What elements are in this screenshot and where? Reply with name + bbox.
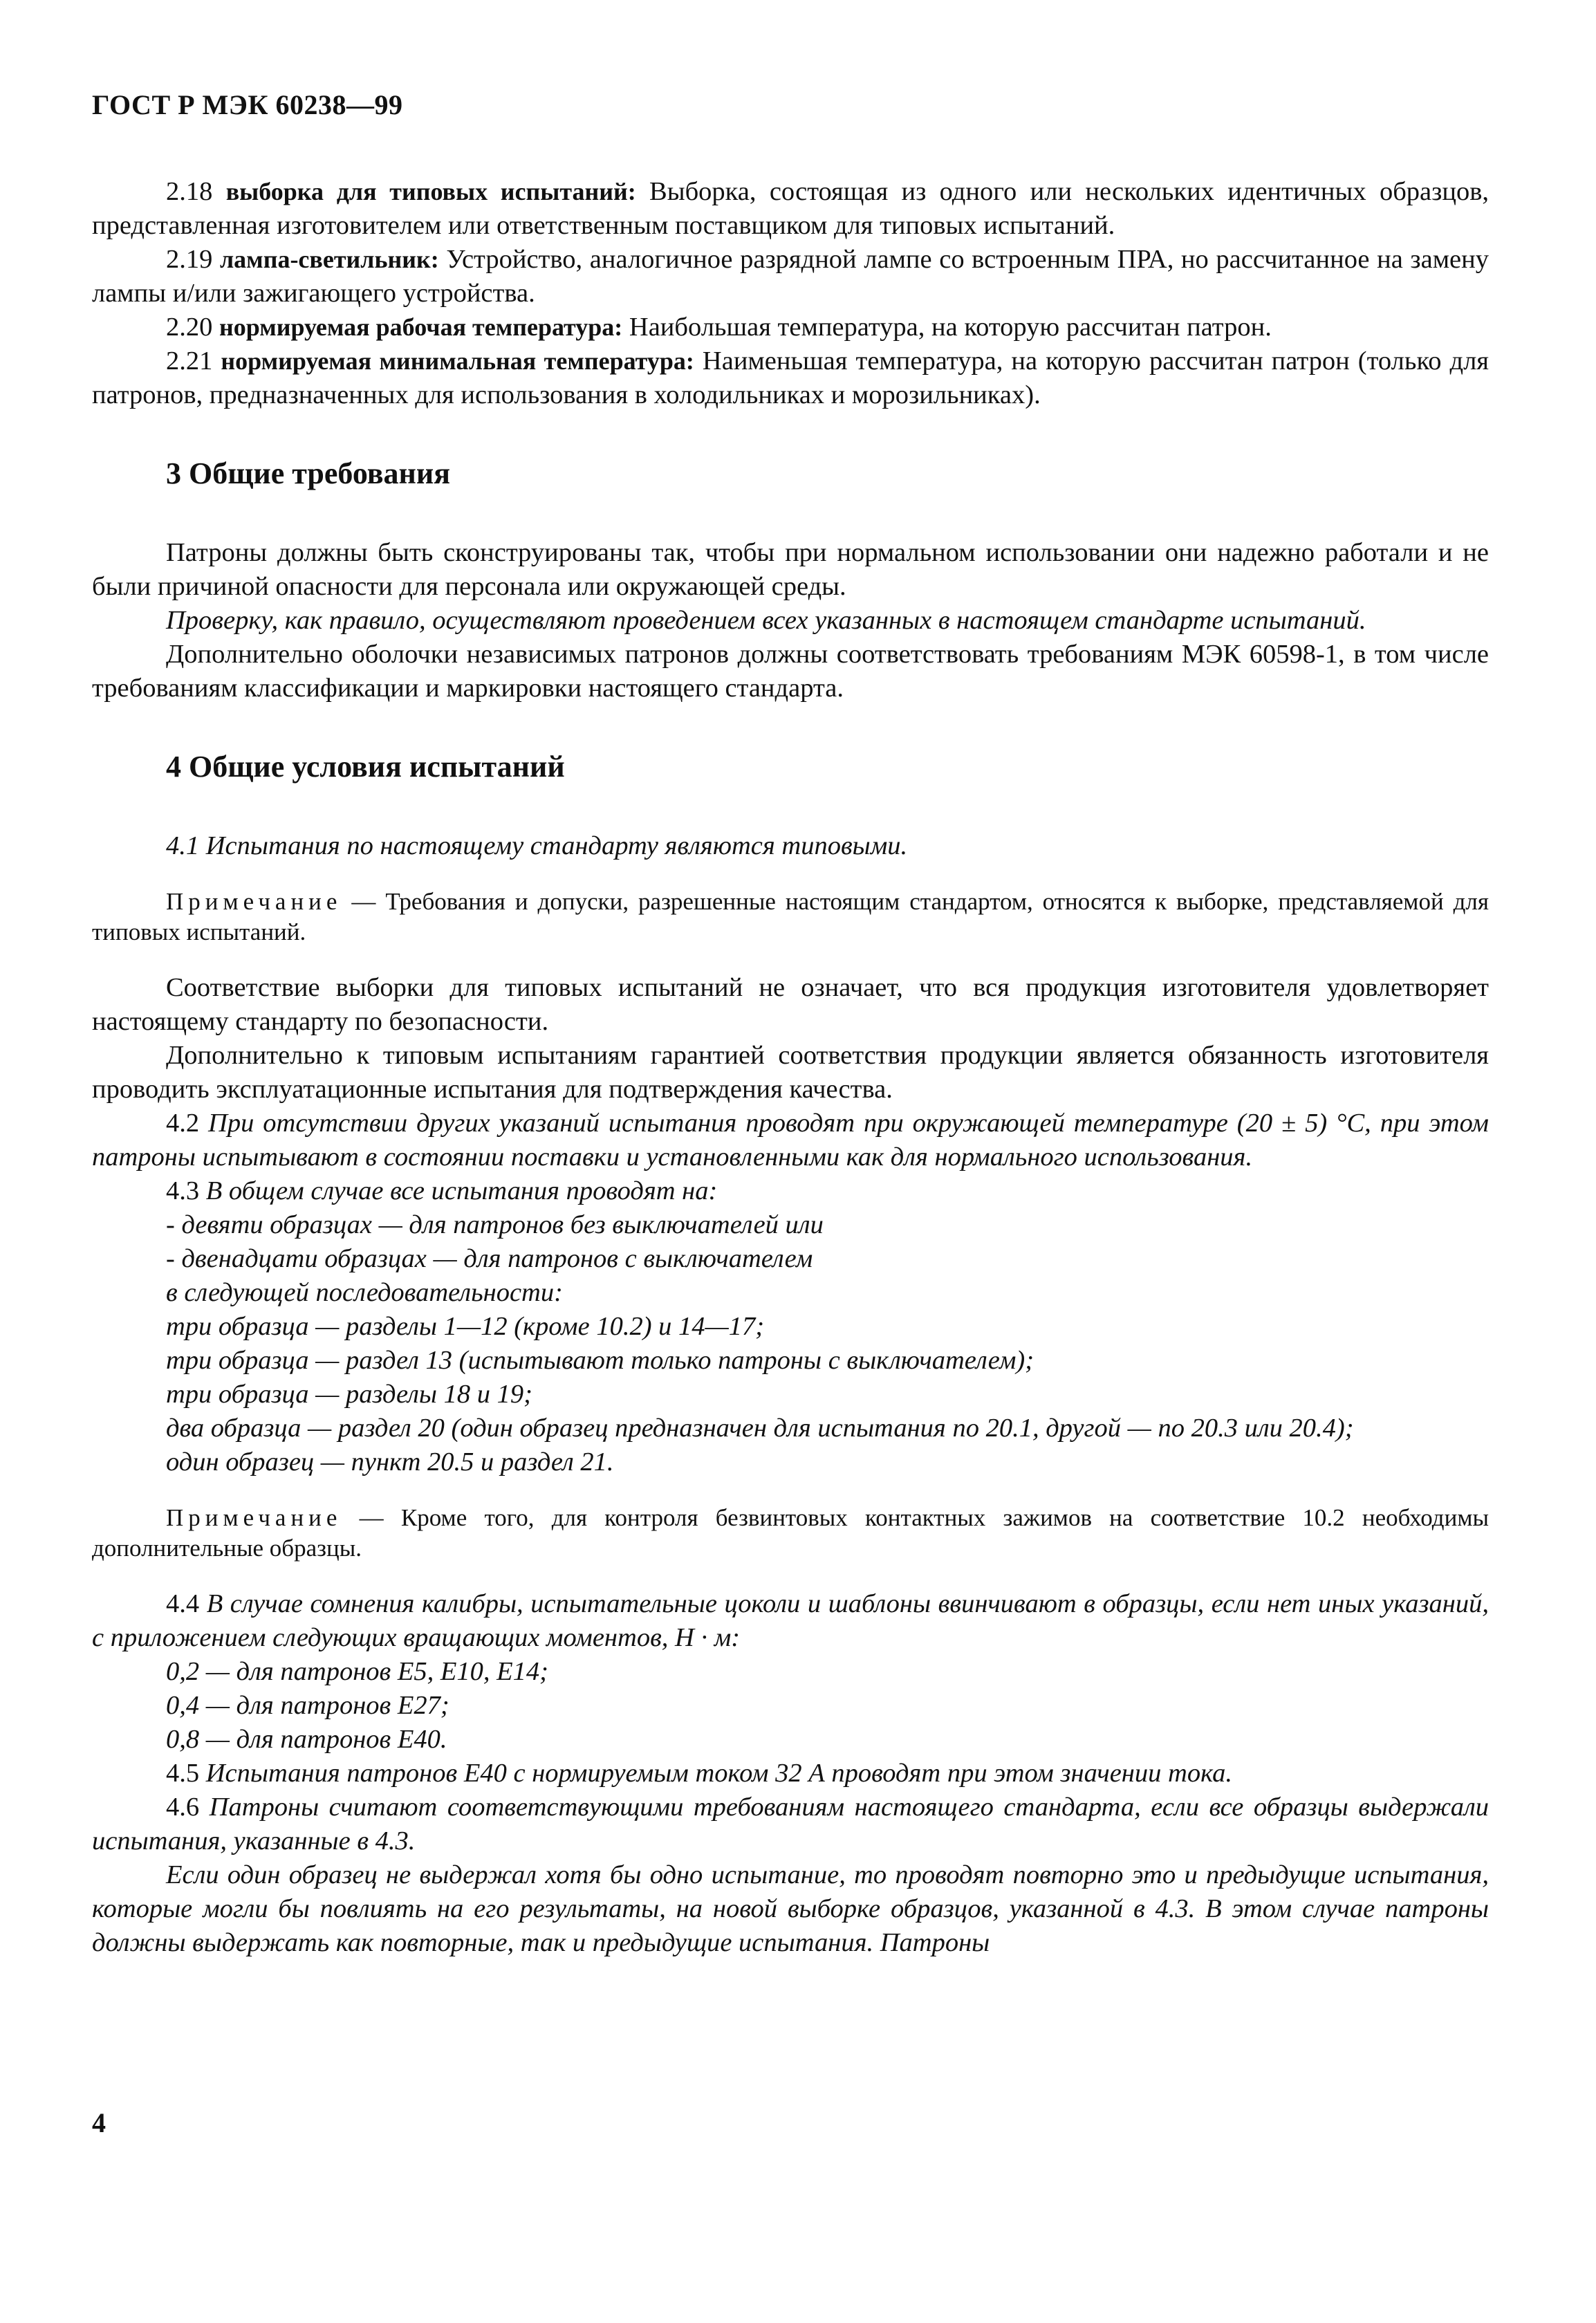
- clause-number: 4.3: [166, 1176, 200, 1205]
- definition-number: 2.18: [166, 177, 213, 206]
- page-number: 4: [92, 2107, 106, 2138]
- definition-text: Наибольшая температура, на которую рассчитан патрон.: [622, 313, 1272, 342]
- clause-4-5: [92, 1757, 1489, 1790]
- definition-number: 2.21: [166, 346, 213, 376]
- clause-4-6-continuation: Если один образец не выдержал хотя бы одно испытание, то проводят повторно это и предыдущие испытания, которые могли бы повлиять на его результаты, на новой выборке образцов, указанной в 4.3. В этом случае патроны должны выдержать как повторные, так и предыдущие испытания. Патроны: [92, 1860, 1489, 1957]
- clause-number: 4.2: [166, 1109, 200, 1138]
- section-3-enclosure-paragraph: Дополнительно оболочки независимых патронов должны соответствовать требованиям МЭК 60598-1, в том числе требованиям классификации и маркировки настоящего стандарта.: [92, 640, 1489, 703]
- list-item: один образец — пункт 20.5 и раздел 21.: [166, 1447, 614, 1477]
- list-item: - девяти образцах — для патронов без выключателей или: [166, 1210, 824, 1239]
- clause-number: 4.6: [166, 1793, 200, 1822]
- list-item: три образца — разделы 1—12 (кроме 10.2) и 14—17;: [166, 1312, 765, 1341]
- torque-item: 0,8 — для патронов Е40.: [166, 1725, 447, 1754]
- section-3-check-paragraph: Проверку, как правило, осуществляют проведением всех указанных в настоящем стандарте испытаний.: [166, 606, 1366, 635]
- clause-text: Патроны считают соответствующими требованиям настоящего стандарта, если все образцы выдержали испытания, указанные в 4.3.: [92, 1793, 1489, 1855]
- note-text: — Требования и допуски, разрешенные настоящим стандартом, относятся к выборке, представляемой для типовых испытаний.: [92, 888, 1489, 945]
- clause-4-2: [92, 1107, 1489, 1174]
- conformity-paragraph-1: Соответствие выборки для типовых испытаний не означает, что вся продукция изготовителя удовлетворяет настоящему стандарту по безопасности.: [92, 973, 1489, 1036]
- conformity-paragraph-2: Дополнительно к типовым испытаниям гарантией соответствия продукции является обязанность изготовителя проводить эксплуатационные испытания для подтверждения качества.: [92, 1041, 1489, 1104]
- section-3-heading: 3 Общие требования: [166, 456, 450, 490]
- definition-2-19: [92, 243, 1489, 311]
- list-item: три образца — разделы 18 и 19;: [166, 1380, 532, 1409]
- clause-4-4: [92, 1587, 1489, 1655]
- clause-number: 4.5: [166, 1759, 200, 1788]
- clause-text: При отсутствии других указаний испытания проводят при окружающей температуре (20 ± 5) °С, при этом патроны испытывают в состоянии поставки и установленными как для нормального использования.: [92, 1109, 1489, 1172]
- clause-text: Испытания патронов Е40 с нормируемым током 32 А проводят при этом значении тока.: [199, 1759, 1232, 1788]
- document-page: [92, 89, 1489, 1960]
- definition-text: Выборка, состоящая из одного или нескольких идентичных образцов, представленная изготовителем или ответственным поставщиком для типовых испытаний.: [92, 177, 1490, 240]
- definition-2-18: [92, 175, 1489, 243]
- definition-text: Устройство, аналогичное разрядной лампе со встроенным ПРА, но рассчитанное на замену лампы и/или зажигающего устройства.: [92, 245, 1490, 308]
- definition-term: лампа-светильник:: [219, 246, 439, 273]
- torque-item: 0,2 — для патронов Е5, Е10, Е14;: [166, 1657, 549, 1686]
- clause-text: В общем случае все испытания проводят на:: [199, 1176, 718, 1205]
- definition-term: нормируемая рабочая температура:: [219, 313, 623, 341]
- clause-4-3: [92, 1174, 1489, 1208]
- list-item: три образца — раздел 13 (испытывают только патроны с выключателем);: [166, 1346, 1034, 1375]
- document-code: ГОСТ Р МЭК 60238—99: [92, 89, 403, 120]
- clause-number: 4.4: [166, 1589, 200, 1618]
- definition-term: нормируемая минимальная температура:: [221, 347, 694, 375]
- note-label: Примечание: [166, 888, 342, 915]
- list-item: - двенадцати образцах — для патронов с выключателем: [166, 1244, 813, 1273]
- note-text: — Кроме того, для контроля безвинтовых контактных зажимов на соответствие 10.2 необходимы дополнительные образцы.: [92, 1504, 1489, 1562]
- clause-4-1: 4.1 Испытания по настоящему стандарту являются типовыми.: [166, 831, 908, 860]
- note-2: [92, 1503, 1489, 1564]
- note-label: Примечание: [166, 1504, 342, 1531]
- definition-number: 2.20: [166, 313, 213, 342]
- definition-2-21: [92, 344, 1489, 412]
- section-4-heading: 4 Общие условия испытаний: [166, 750, 565, 784]
- clause-text: В случае сомнения калибры, испытательные цоколи и шаблоны ввинчивают в образцы, если нет иных указаний, с приложением следующих вращающих моментов, Н · м:: [92, 1589, 1489, 1652]
- note-1: [92, 887, 1489, 947]
- list-item: два образца — раздел 20 (один образец предназначен для испытания по 20.1, другой — по 20.3 или 20.4);: [166, 1414, 1354, 1443]
- definition-number: 2.19: [166, 245, 213, 274]
- definition-2-20: [92, 311, 1489, 344]
- definition-text: Наименьшая температура, на которую рассчитан патрон (только для патронов, предназначенных для использования в холодильниках и морозильниках).: [92, 346, 1489, 409]
- clause-4-6: [92, 1790, 1489, 1858]
- torque-item: 0,4 — для патронов Е27;: [166, 1691, 449, 1720]
- section-3-paragraph: Патроны должны быть сконструированы так, чтобы при нормальном использовании они надежно работали и не были причиной опасности для персонала или окружающей среды.: [92, 538, 1489, 601]
- list-item: в следующей последовательности:: [166, 1278, 563, 1307]
- definition-term: выборка для типовых испытаний:: [225, 178, 636, 205]
